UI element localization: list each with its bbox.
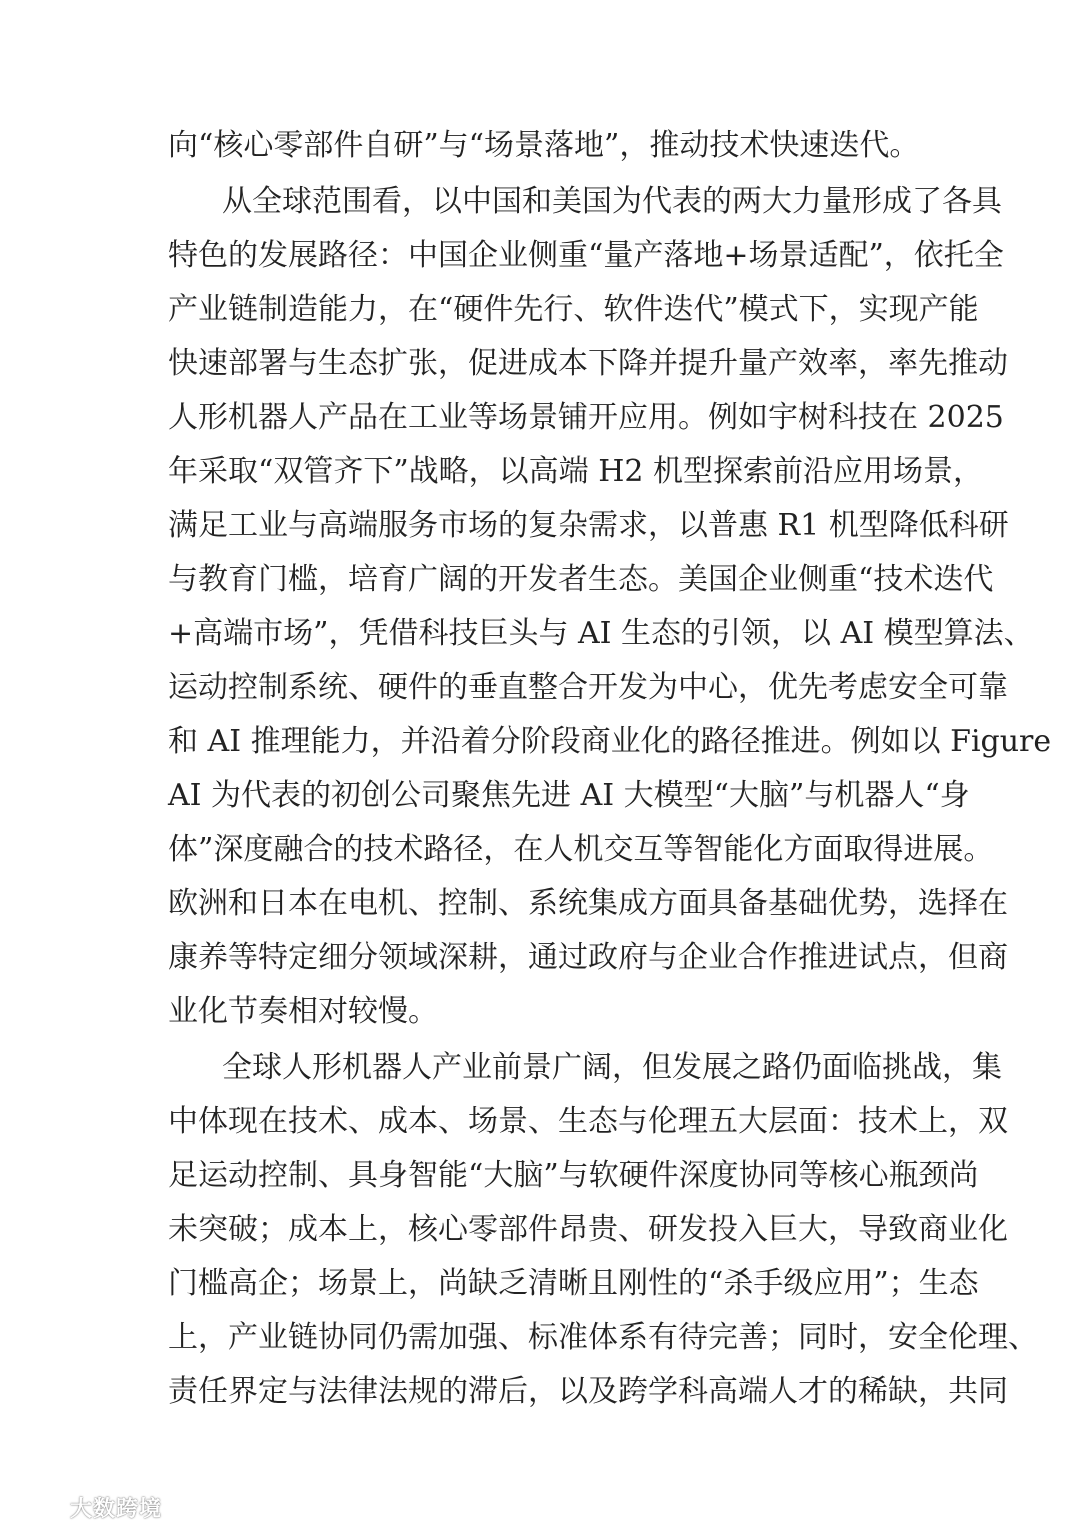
text-line: +高端市场”，凭借科技巨头与 AI 生态的引领，以 AI 模型算法、 — [168, 616, 1034, 651]
text-line: 和 AI 推理能力，并沿着分阶段商业化的路径推进。例如以 Figure — [168, 724, 1052, 759]
text-line: 全球人形机器人产业前景广阔，但发展之路仍面临挑战，集 — [222, 1050, 1002, 1085]
text-line: 与教育门槛，培育广阔的开发者生态。美国企业侧重“技术迭代 — [168, 562, 994, 597]
text-line: 业化节奏相对较慢。 — [168, 994, 438, 1029]
text-line: 向“核心零部件自研”与“场景落地”，推动技术快速迭代。 — [168, 128, 920, 163]
text-line: 门槛高企；场景上，尚缺乏清晰且刚性的“杀手级应用”；生态 — [168, 1266, 979, 1301]
text-line: 人形机器人产品在工业等场景铺开应用。例如宇树科技在 2025 — [168, 400, 1004, 435]
text-line: 欧洲和日本在电机、控制、系统集成方面具备基础优势，选择在 — [168, 886, 1008, 921]
text-line: 从全球范围看，以中国和美国为代表的两大力量形成了各具 — [222, 184, 1002, 219]
text-line: 快速部署与生态扩张，促进成本下降并提升量产效率，率先推动 — [168, 346, 1008, 381]
text-line: 产业链制造能力，在“硬件先行、软件迭代”模式下，实现产能 — [168, 292, 979, 327]
text-line: 康养等特定细分领域深耕，通过政府与企业合作推进试点，但商 — [168, 940, 1008, 975]
text-line: 运动控制系统、硬件的垂直整合开发为中心，优先考虑安全可靠 — [168, 670, 1008, 705]
text-line: 满足工业与高端服务市场的复杂需求，以普惠 R1 机型降低科研 — [168, 508, 1009, 543]
text-line: 足运动控制、具身智能“大脑”与软硬件深度协同等核心瓶颈尚 — [168, 1158, 979, 1193]
text-line: 体”深度融合的技术路径，在人机交互等智能化方面取得进展。 — [168, 832, 994, 867]
text-line: AI 为代表的初创公司聚焦先进 AI 大模型“大脑”与机器人“身 — [168, 778, 970, 813]
text-line: 未突破；成本上，核心零部件昂贵、研发投入巨大，导致商业化 — [168, 1212, 1008, 1247]
text-line: 上，产业链协同仍需加强、标准体系有待完善；同时，安全伦理、 — [168, 1320, 1038, 1355]
text-line: 特色的发展路径：中国企业侧重“量产落地+场景适配”，依托全 — [168, 238, 1004, 273]
watermark-text: 大数跨境 — [70, 1496, 163, 1522]
text-line: 年采取“双管齐下”战略，以高端 H2 机型探索前沿应用场景， — [168, 454, 983, 489]
watermark — [8, 1492, 162, 1522]
text-line: 责任界定与法律法规的滞后，以及跨学科高端人才的稀缺，共同 — [168, 1374, 1008, 1409]
text-line: 中体现在技术、成本、场景、生态与伦理五大层面：技术上，双 — [168, 1104, 1008, 1139]
weibo-logo-icon — [8, 1495, 64, 1519]
